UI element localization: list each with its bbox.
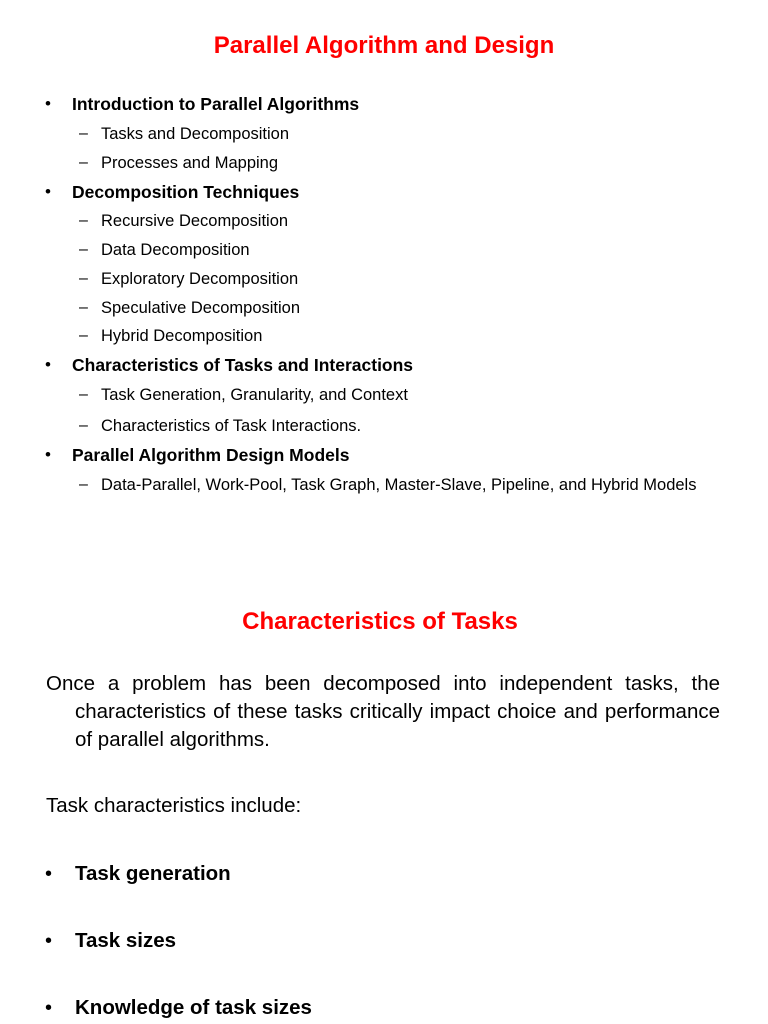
dash-icon: – xyxy=(79,125,88,142)
characteristic-label: Task sizes xyxy=(75,929,177,952)
outline-topic-label: Parallel Algorithm Design Models xyxy=(72,445,350,465)
outline-subitem-label: Characteristics of Task Interactions. xyxy=(101,417,362,435)
bullet-icon: • xyxy=(45,930,53,952)
slide-1-title: Parallel Algorithm and Design xyxy=(213,32,555,59)
outline-subitem-label: Hybrid Decomposition xyxy=(101,327,263,345)
intro-paragraph: Once a problem has been decomposed into independent tasks, the characteristics of these tasks critically impact choice and performance of parallel algorithms. xyxy=(46,672,720,751)
dash-icon: – xyxy=(79,154,88,171)
outline-subitem-label: Exploratory Decomposition xyxy=(101,270,299,288)
bullet-icon: • xyxy=(45,355,51,374)
dash-icon: – xyxy=(79,270,88,287)
dash-icon: – xyxy=(79,327,88,344)
characteristic-label: Knowledge of task sizes xyxy=(75,996,312,1019)
dash-icon: – xyxy=(79,417,88,434)
characteristics-intro: Task characteristics include: xyxy=(46,794,302,817)
outline-subitem-label: Data-Parallel, Work-Pool, Task Graph, Master-Slave, Pipeline, and Hybrid Models xyxy=(101,476,697,494)
bullet-icon: • xyxy=(45,94,51,113)
bullet-icon: • xyxy=(45,863,53,885)
bullet-icon: • xyxy=(45,182,51,201)
outline-topic-label: Introduction to Parallel Algorithms xyxy=(72,94,360,114)
outline-subitem-label: Data Decomposition xyxy=(101,241,250,259)
dash-icon: – xyxy=(79,299,88,316)
slide-2-title: Characteristics of Tasks xyxy=(242,608,518,635)
dash-icon: – xyxy=(79,212,88,229)
outline-topic-label: Decomposition Techniques xyxy=(72,182,300,202)
outline-subitem-label: Speculative Decomposition xyxy=(101,299,301,317)
outline-topic-label: Characteristics of Tasks and Interactions xyxy=(72,355,414,375)
characteristic-label: Task generation xyxy=(75,862,231,885)
outline-subitem-label: Task Generation, Granularity, and Context xyxy=(101,386,408,404)
outline-subitem-label: Recursive Decomposition xyxy=(101,212,289,230)
outline-subitem-label: Tasks and Decomposition xyxy=(101,125,290,143)
outline-subitem-label: Processes and Mapping xyxy=(101,154,279,172)
dash-icon: – xyxy=(79,241,88,258)
slide-2 xyxy=(0,580,768,1024)
bullet-icon: • xyxy=(45,997,53,1019)
bullet-icon: • xyxy=(45,445,51,464)
dash-icon: – xyxy=(79,386,88,403)
dash-icon: – xyxy=(79,476,88,493)
